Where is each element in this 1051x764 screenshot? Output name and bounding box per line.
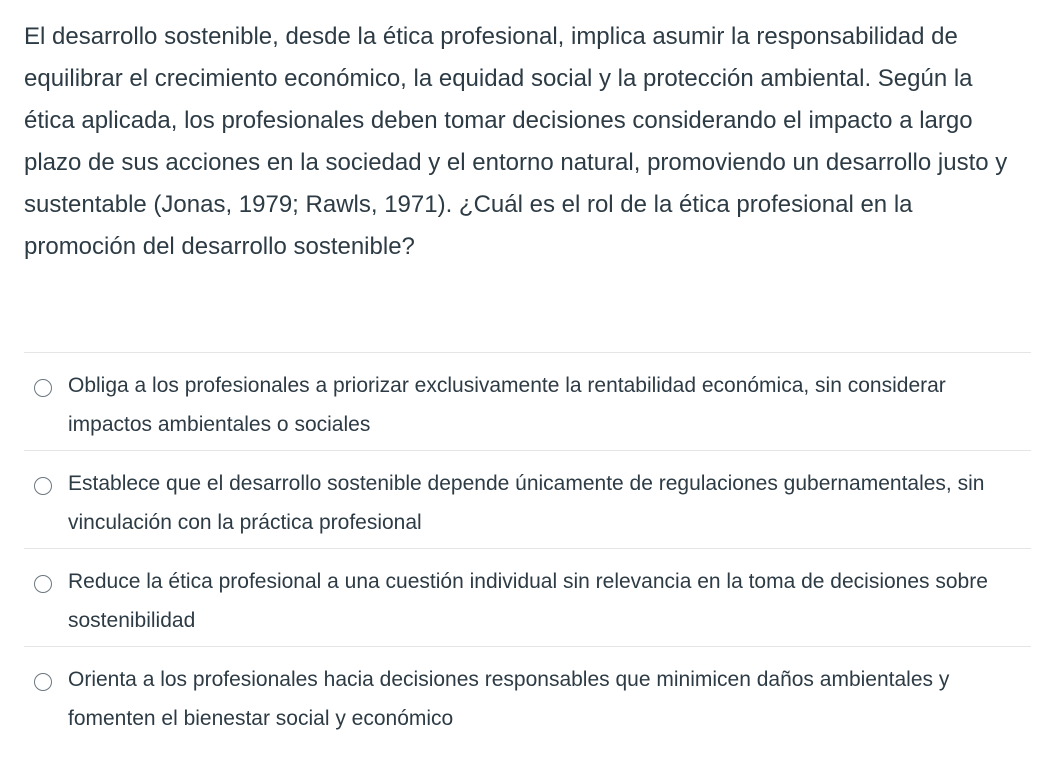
answer-label-2[interactable]: Establece que el desarrollo sostenible depende únicamente de regulaciones gubernamentales, sin vinculación con la práctica profesional — [68, 472, 985, 534]
answer-option-4[interactable] — [24, 646, 1031, 744]
question-text: El desarrollo sostenible, desde la ética profesional, implica asumir la responsabilidad de equilibrar el crecimiento económico, la equidad social y la protección ambiental. Según la ética aplicada, los profesionales deben tomar decisiones considerando el impacto a largo plazo de sus acciones en la sociedad y el entorno natural, promoviendo un desarrollo justo y sustentable (Jonas, 1979; Rawls, 1971). ¿Cuál es el rol de la ética profesional en la promoción del desarrollo sostenible? — [24, 23, 1008, 260]
answer-option-1[interactable] — [24, 352, 1031, 450]
answer-option-3[interactable] — [24, 548, 1031, 646]
radio-button-2[interactable] — [34, 477, 52, 495]
answer-label-1[interactable]: Obliga a los profesionales a priorizar exclusivamente la rentabilidad económica, sin considerar impactos ambientales o sociales — [68, 374, 946, 436]
radio-button-1[interactable] — [34, 379, 52, 397]
answer-label-4[interactable]: Orienta a los profesionales hacia decisiones responsables que minimicen daños ambientales y fomenten el bienestar social y económico — [68, 668, 950, 730]
radio-button-3[interactable] — [34, 575, 52, 593]
answer-list — [24, 352, 1031, 744]
answer-label-3[interactable]: Reduce la ética profesional a una cuestión individual sin relevancia en la toma de decisiones sobre sostenibilidad — [68, 570, 988, 632]
answer-option-2[interactable] — [24, 450, 1031, 548]
radio-button-4[interactable] — [34, 673, 52, 691]
